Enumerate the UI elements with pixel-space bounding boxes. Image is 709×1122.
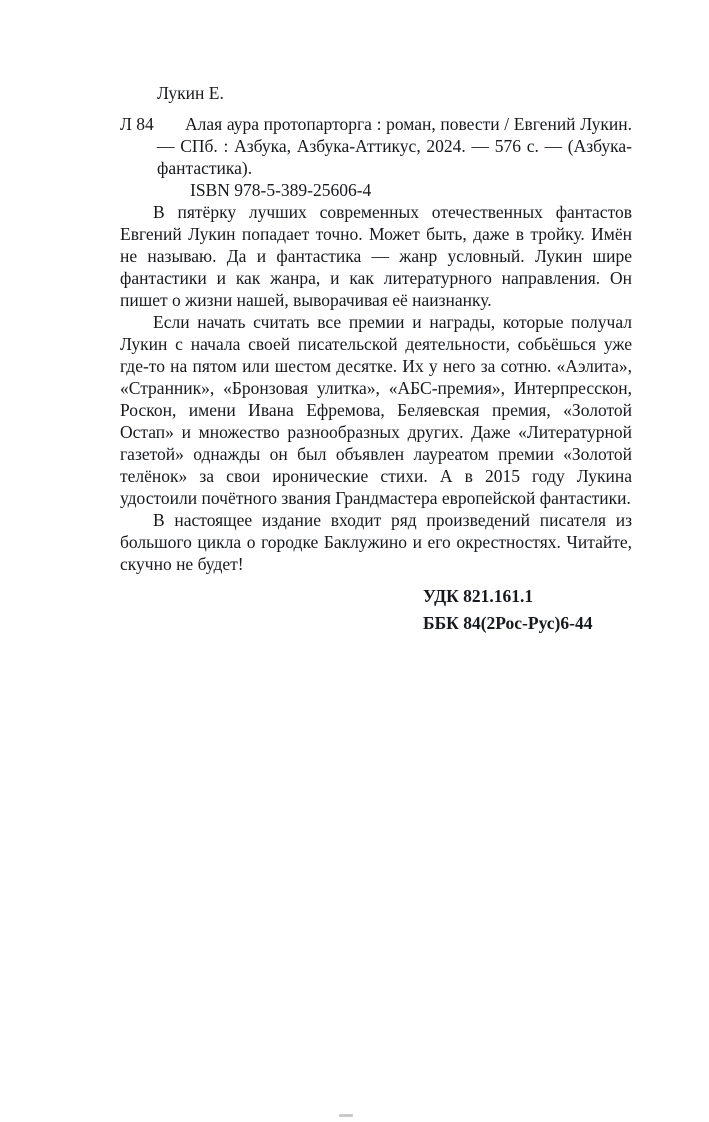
bbk-code: ББК 84(2Рос-Рус)6-44 <box>423 613 593 633</box>
udk-code: УДК 821.161.1 <box>423 586 534 606</box>
isbn-line: ISBN 978-5-389-25606-4 <box>190 180 372 200</box>
catalog-entry <box>120 113 632 179</box>
page-bottom-mark <box>339 1114 353 1117</box>
annotation-paragraph-1: В пятёрку лучших современных отечественных фантастов Евгений Лукин попадает точно. Может быть, даже в тройку. Имён не называю. Да и фантастика — жанр условный. Лукин шире фантастики и как жанра, и как литературного направления. Он пишет о жизни нашей, выворачивая её наизнанку. <box>120 202 632 310</box>
imprint-content <box>120 82 632 637</box>
annotation-paragraph-2: Если начать считать все премии и награды, которые получал Лукин с начала своей писательской деятельности, собьёшься уже где-то на пятом или шестом десятке. Их у него за сотню. «Аэлита», «Странник», «Бронзовая улитка», «АБС-премия», Интерпресскон, Роскон, имени Ивана Ефремова, Беляевская премия, «Золотой Остап» и множество разнообразных других. Даже «Литературной газетой» однажды он был объявлен лауреатом премии «Золотой телёнок» за свои иронические стихи. А в 2015 году Лукина удостоили почётного звания Грандмастера европейской фантастики. <box>120 312 632 508</box>
classification-codes <box>423 583 632 637</box>
catalog-code: Л 84 <box>120 114 154 134</box>
author-heading: Лукин Е. <box>157 83 224 103</box>
bibliographic-description: Алая аура протопарторга : роман, повести / Евгений Лукин. — СПб. : Азбука, Азбука-Аттикус, 2024. — 576 с. — (Азбука-фантастика). <box>157 114 632 178</box>
annotation-paragraph-3: В настоящее издание входит ряд произведений писателя из большого цикла о городке Баклужино и его окрестностях. Читайте, скучно не будет! <box>120 510 632 574</box>
